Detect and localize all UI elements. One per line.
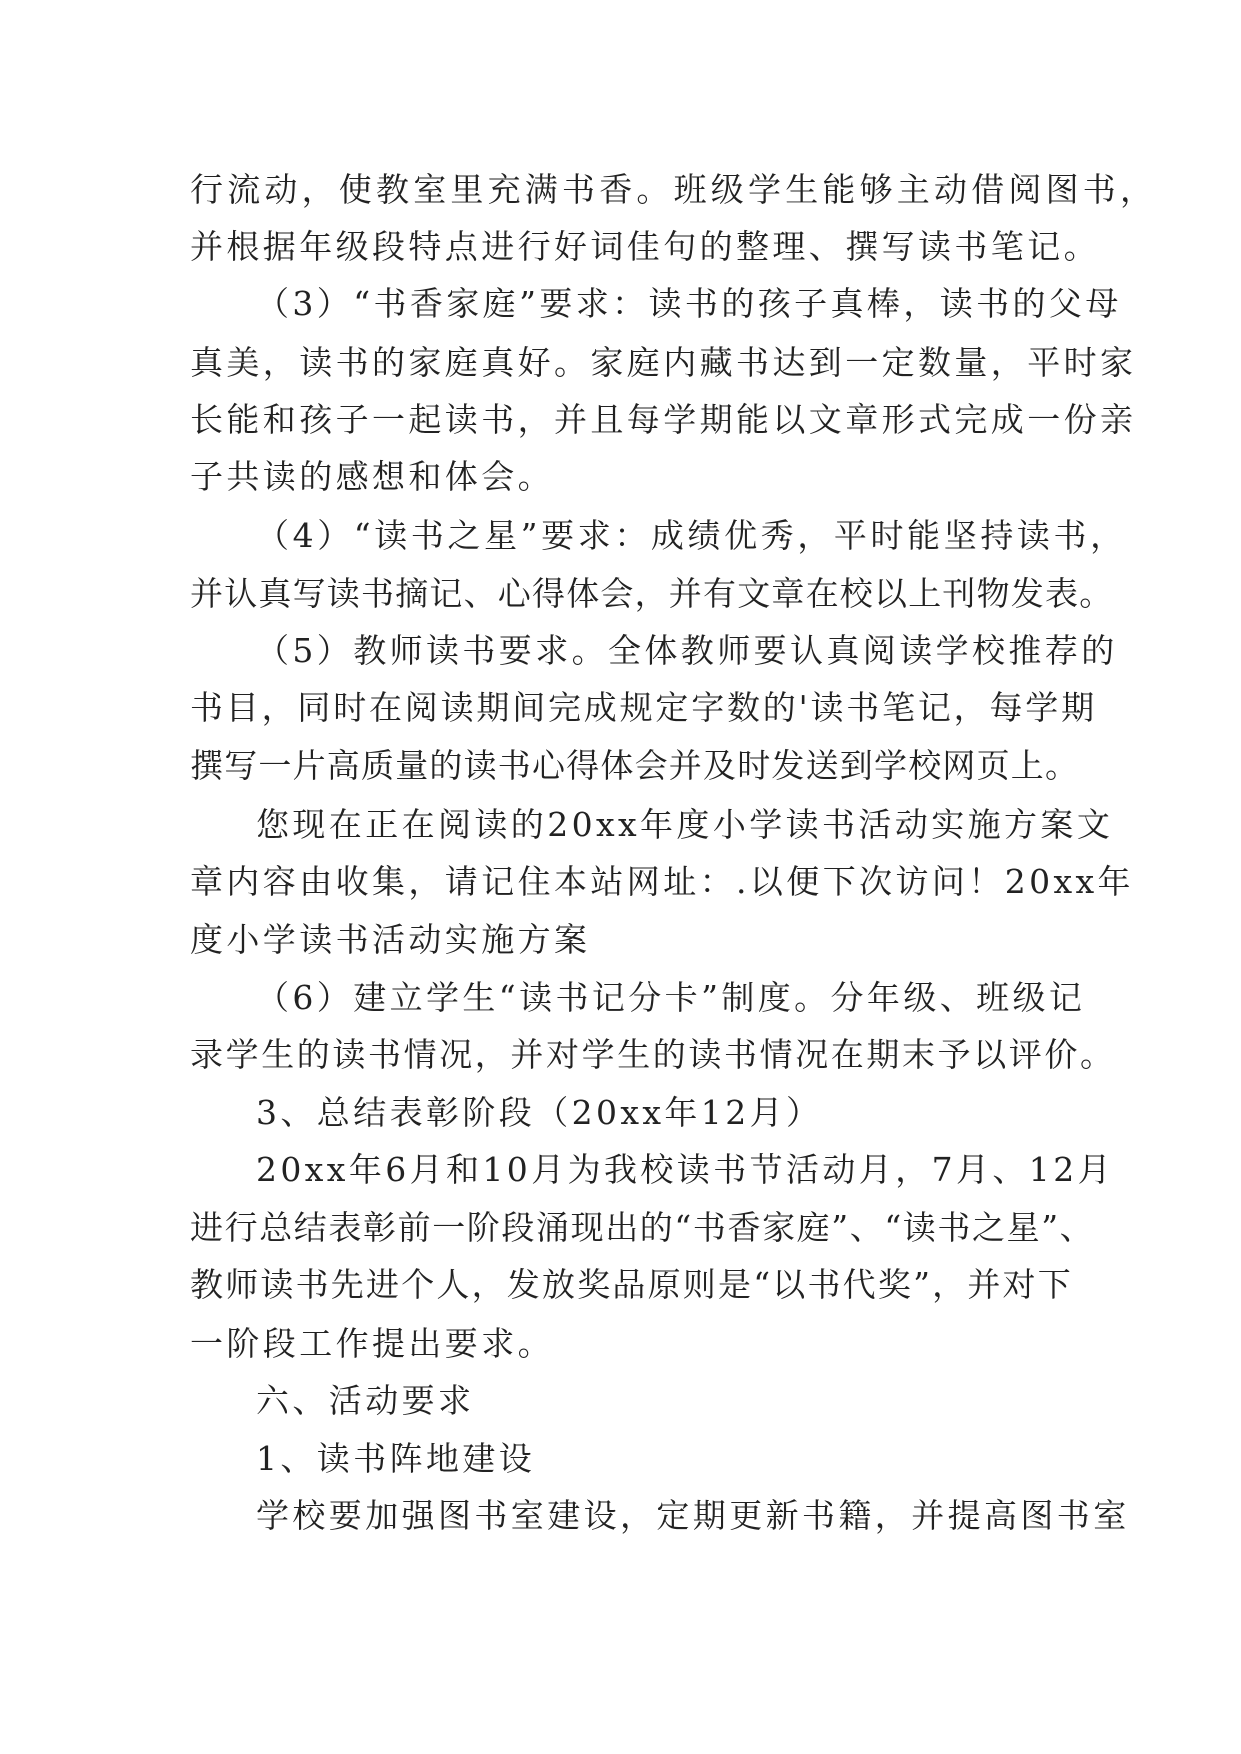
text-line: （5）教师读书要求。全体教师要认真阅读学校推荐的: [256, 631, 1118, 670]
text-line: 一阶段工作提出要求。: [190, 1324, 554, 1363]
text-line: 撰写一片高质量的读书心得体会并及时发送到学校网页上。: [190, 746, 1080, 785]
section-heading: 六、活动要求: [256, 1381, 475, 1420]
text-line: （3）“书香家庭”要求：读书的孩子真棒，读书的父母: [256, 284, 1122, 323]
text-line: 进行总结表彰前一阶段涌现出的“书香家庭”、“读书之星”、: [190, 1208, 1095, 1247]
text-line: 真美，读书的家庭真好。家庭内藏书达到一定数量，平时家: [190, 343, 1137, 382]
text-line: 章内容由收集，请记住本站网址：.以便下次访问！20xx年: [190, 862, 1134, 901]
text-line: 20xx年6月和10月为我校读书节活动月，7月、12月: [256, 1150, 1114, 1189]
text-line: 书目，同时在阅读期间完成规定字数的'读书笔记，每学期: [190, 688, 1097, 727]
text-line: 教师读书先进个人，发放奖品原则是“以书代奖”，并对下: [190, 1265, 1073, 1304]
text-line: （4）“读书之星”要求：成绩优秀，平时能坚持读书，: [256, 516, 1127, 555]
text-line: 并认真写读书摘记、心得体会，并有文章在校以上刊物发表。: [190, 574, 1114, 613]
text-line: 度小学读书活动实施方案: [190, 920, 591, 959]
subsection-heading: 1、读书阵地建设: [256, 1439, 536, 1478]
text-line: 子共读的感想和体会。: [190, 457, 554, 496]
text-line: （6）建立学生“读书记分卡”制度。分年级、班级记: [256, 978, 1086, 1017]
text-line: 您现在正在阅读的20xx年度小学读书活动实施方案文: [256, 805, 1114, 844]
text-line: 录学生的读书情况，并对学生的读书情况在期末予以评价。: [190, 1035, 1116, 1074]
text-line: 并根据年级段特点进行好词佳句的整理、撰写读书笔记。: [190, 227, 1100, 266]
text-line: 行流动，使教室里充满书香。班级学生能够主动借阅图书，: [190, 170, 1158, 209]
section-heading: 3、总结表彰阶段（20xx年12月）: [256, 1093, 823, 1132]
text-line: 长能和孩子一起读书，并且每学期能以文章形式完成一份亲: [190, 400, 1137, 439]
text-line: 学校要加强图书室建设，定期更新书籍，并提高图书室: [256, 1496, 1130, 1535]
